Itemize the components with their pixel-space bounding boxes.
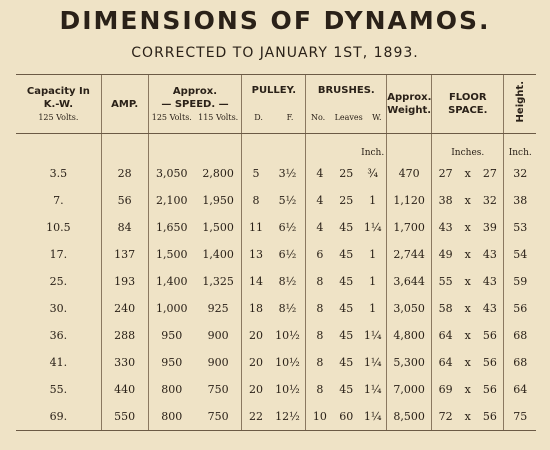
cell-weight: 2,744	[387, 241, 432, 268]
cell-height: 54	[504, 241, 536, 268]
cell-weight: 7,000	[387, 376, 432, 403]
unit-floor: Inches.	[432, 134, 504, 161]
cell-brushes-no: 4	[306, 187, 334, 214]
cell-speed-125: 800	[148, 403, 195, 431]
cell-speed-115: 900	[207, 329, 229, 342]
cell-pulley-d: 20	[242, 322, 270, 349]
cell-floor-a: 64	[432, 322, 460, 349]
cell-floor-a: 72	[432, 403, 460, 431]
cell-pulley-d: 22	[242, 403, 270, 431]
cell-floor-x: x	[464, 248, 471, 261]
cell-floor-b: 56	[482, 356, 497, 369]
cell-floor-a: 27	[432, 160, 460, 187]
cell-capacity: 25.	[49, 275, 68, 288]
cell-speed-115: 1,950	[202, 194, 234, 207]
cell-brushes-leaves: 45	[339, 221, 354, 234]
cell-pulley-f: 5½	[278, 194, 297, 207]
cell-floor-x: x	[464, 356, 471, 369]
cell-speed-115: 1,325	[202, 275, 234, 288]
header-speed: Approx. — SPEED. — 125 Volts. 115 Volts.	[148, 75, 242, 134]
header-pulley: PULLEY. D. F.	[242, 75, 306, 134]
cell-pulley-d: 14	[242, 268, 270, 295]
cell-pulley-f: 10½	[275, 329, 300, 342]
unit-w: Inch.	[361, 148, 385, 158]
cell-speed-125: 800	[148, 376, 195, 403]
cell-amp: 240	[101, 295, 148, 322]
cell-brushes-no: 8	[306, 376, 334, 403]
cell-brushes-leaves: 60	[334, 403, 360, 431]
cell-pulley-f: 10½	[275, 383, 300, 396]
cell-floor-b: 27	[482, 167, 497, 180]
cell-capacity: 41.	[49, 356, 68, 369]
cell-capacity: 30.	[49, 302, 68, 315]
cell-floor-x: x	[464, 329, 471, 342]
cell-floor-a: 55	[432, 268, 460, 295]
cell-floor-a: 58	[432, 295, 460, 322]
cell-height: 56	[504, 295, 536, 322]
cell-weight: 1,120	[387, 187, 432, 214]
cell-capacity: 36.	[49, 329, 68, 342]
cell-pulley-d: 18	[242, 295, 270, 322]
cell-capacity: 55.	[49, 383, 68, 396]
cell-speed-125: 1,000	[148, 295, 195, 322]
cell-height: 68	[504, 322, 536, 349]
cell-pulley-f: 8½	[278, 302, 297, 315]
header-capacity: Capacity In K.-W. 125 Volts.	[16, 75, 101, 134]
page-title: DIMENSIONS OF DYNAMOS.	[59, 6, 491, 35]
cell-amp: 28	[101, 160, 148, 187]
header-v115: 115 Volts.	[198, 112, 239, 122]
cell-speed-115: 2,800	[202, 167, 234, 180]
cell-brushes-w: 1¼	[359, 403, 387, 431]
cell-speed-115: 750	[195, 403, 242, 431]
table-row	[16, 187, 536, 214]
cell-pulley-d: 8	[242, 187, 270, 214]
cell-weight: 3,644	[387, 268, 432, 295]
cell-floor-a: 43	[432, 214, 460, 241]
header-amp: AMP.	[101, 75, 148, 134]
cell-weight: 1,700	[387, 214, 432, 241]
cell-brushes-no: 4	[306, 214, 334, 241]
dynamo-table	[16, 74, 536, 431]
table-row	[16, 376, 536, 403]
cell-brushes-no: 8	[306, 349, 334, 376]
cell-speed-115: 900	[207, 356, 229, 369]
header-floor: FLOOR SPACE.	[432, 75, 504, 134]
cell-brushes-w: 1¼	[363, 221, 382, 234]
cell-floor-b: 39	[482, 221, 497, 234]
cell-height: 75	[504, 403, 536, 431]
cell-pulley-d: 13	[242, 241, 270, 268]
cell-brushes-w: ¾	[367, 167, 378, 180]
cell-pulley-f: 12½	[270, 403, 306, 431]
cell-speed-125: 1,500	[148, 241, 195, 268]
cell-floor-b: 56	[482, 383, 497, 396]
cell-pulley-d: 20	[242, 349, 270, 376]
cell-floor-a: 69	[432, 376, 460, 403]
cell-floor-a: 64	[432, 349, 460, 376]
units-row	[16, 134, 536, 161]
table-row	[16, 295, 536, 322]
cell-capacity: 10.5	[46, 221, 71, 234]
cell-floor-b: 56	[476, 403, 504, 431]
cell-speed-125: 1,650	[148, 214, 195, 241]
cell-capacity: 7.	[53, 194, 64, 207]
cell-amp: 330	[101, 349, 148, 376]
cell-brushes-leaves: 45	[339, 356, 354, 369]
cell-brushes-leaves: 25	[339, 167, 354, 180]
cell-brushes-w: 1	[369, 248, 377, 261]
header-weight: Approx. Weight.	[387, 75, 432, 134]
cell-brushes-no: 6	[306, 241, 334, 268]
cell-amp: 288	[101, 322, 148, 349]
cell-amp: 56	[101, 187, 148, 214]
table-row	[16, 268, 536, 295]
cell-height: 53	[504, 214, 536, 241]
cell-speed-125: 3,050	[148, 160, 195, 187]
cell-brushes-no: 10	[306, 403, 334, 431]
cell-speed-125: 2,100	[148, 187, 195, 214]
cell-brushes-leaves: 45	[339, 383, 354, 396]
cell-brushes-leaves: 45	[339, 329, 354, 342]
cell-floor-x: x	[464, 383, 471, 396]
cell-pulley-f: 6½	[278, 221, 297, 234]
cell-height: 64	[504, 376, 536, 403]
cell-height: 59	[504, 268, 536, 295]
cell-floor-a: 49	[432, 241, 460, 268]
cell-brushes-leaves: 45	[339, 302, 354, 315]
cell-speed-115: 1,400	[202, 248, 234, 261]
page-subtitle: CORRECTED TO JANUARY 1ST, 1893.	[131, 45, 419, 61]
cell-brushes-w: 1	[369, 194, 377, 207]
table-body	[16, 160, 536, 431]
cell-brushes-no: 8	[306, 268, 334, 295]
table-row	[16, 214, 536, 241]
cell-pulley-f: 8½	[278, 275, 297, 288]
cell-amp: 193	[101, 268, 148, 295]
cell-speed-115: 1,500	[202, 221, 234, 234]
cell-pulley-f: 10½	[275, 356, 300, 369]
table-row	[16, 349, 536, 376]
table-row	[16, 241, 536, 268]
cell-capacity: 3.5	[49, 167, 68, 180]
cell-floor-b: 43	[482, 248, 497, 261]
cell-brushes-leaves: 25	[339, 194, 354, 207]
cell-brushes-no: 8	[306, 322, 334, 349]
unit-height: Inch.	[504, 134, 536, 161]
table-row	[16, 322, 536, 349]
cell-floor-x: x	[464, 275, 471, 288]
cell-floor-b: 56	[482, 329, 497, 342]
cell-speed-115: 750	[207, 383, 229, 396]
cell-pulley-d: 20	[242, 376, 270, 403]
cell-floor-b: 32	[482, 194, 497, 207]
cell-amp: 440	[101, 376, 148, 403]
cell-height: 32	[504, 160, 536, 187]
cell-pulley-d: 11	[242, 214, 270, 241]
cell-speed-125: 950	[148, 322, 195, 349]
cell-floor-a: 38	[432, 187, 460, 214]
cell-brushes-w: 1	[369, 275, 377, 288]
cell-brushes-leaves: 45	[339, 248, 354, 261]
cell-pulley-f: 6½	[278, 248, 297, 261]
header-row	[16, 75, 536, 134]
cell-speed-125: 950	[148, 349, 195, 376]
cell-capacity: 69.	[16, 403, 101, 431]
cell-pulley-f: 3½	[278, 167, 297, 180]
cell-brushes-w: 1	[369, 302, 377, 315]
cell-amp: 137	[101, 241, 148, 268]
table-row	[16, 160, 536, 187]
cell-brushes-w: 1¼	[363, 383, 382, 396]
cell-brushes-no: 8	[306, 295, 334, 322]
cell-floor-x: x	[464, 167, 471, 180]
cell-height: 38	[504, 187, 536, 214]
cell-weight: 8,500	[387, 403, 432, 431]
cell-brushes-no: 4	[306, 160, 334, 187]
cell-brushes-leaves: 45	[339, 275, 354, 288]
cell-weight: 4,800	[387, 322, 432, 349]
cell-amp: 84	[101, 214, 148, 241]
cell-height: 68	[504, 349, 536, 376]
cell-pulley-d: 5	[242, 160, 270, 187]
cell-floor-x: x	[459, 403, 476, 431]
cell-floor-b: 43	[482, 302, 497, 315]
cell-brushes-w: 1¼	[363, 329, 382, 342]
cell-speed-125: 1,400	[148, 268, 195, 295]
cell-capacity: 17.	[49, 248, 68, 261]
header-height: Height.	[504, 75, 536, 134]
table-row	[16, 403, 536, 431]
header-capacity-sub: 125 Volts.	[38, 112, 79, 122]
cell-floor-x: x	[464, 302, 471, 315]
cell-weight: 5,300	[387, 349, 432, 376]
cell-amp: 550	[101, 403, 148, 431]
cell-brushes-w: 1¼	[363, 356, 382, 369]
cell-floor-b: 43	[482, 275, 497, 288]
cell-floor-x: x	[464, 221, 471, 234]
cell-weight: 470	[387, 160, 432, 187]
header-brushes: BRUSHES. No. Leaves W.	[306, 75, 387, 134]
cell-floor-x: x	[464, 194, 471, 207]
header-v125: 125 Volts.	[151, 112, 192, 122]
cell-speed-115: 925	[207, 302, 229, 315]
cell-weight: 3,050	[387, 295, 432, 322]
